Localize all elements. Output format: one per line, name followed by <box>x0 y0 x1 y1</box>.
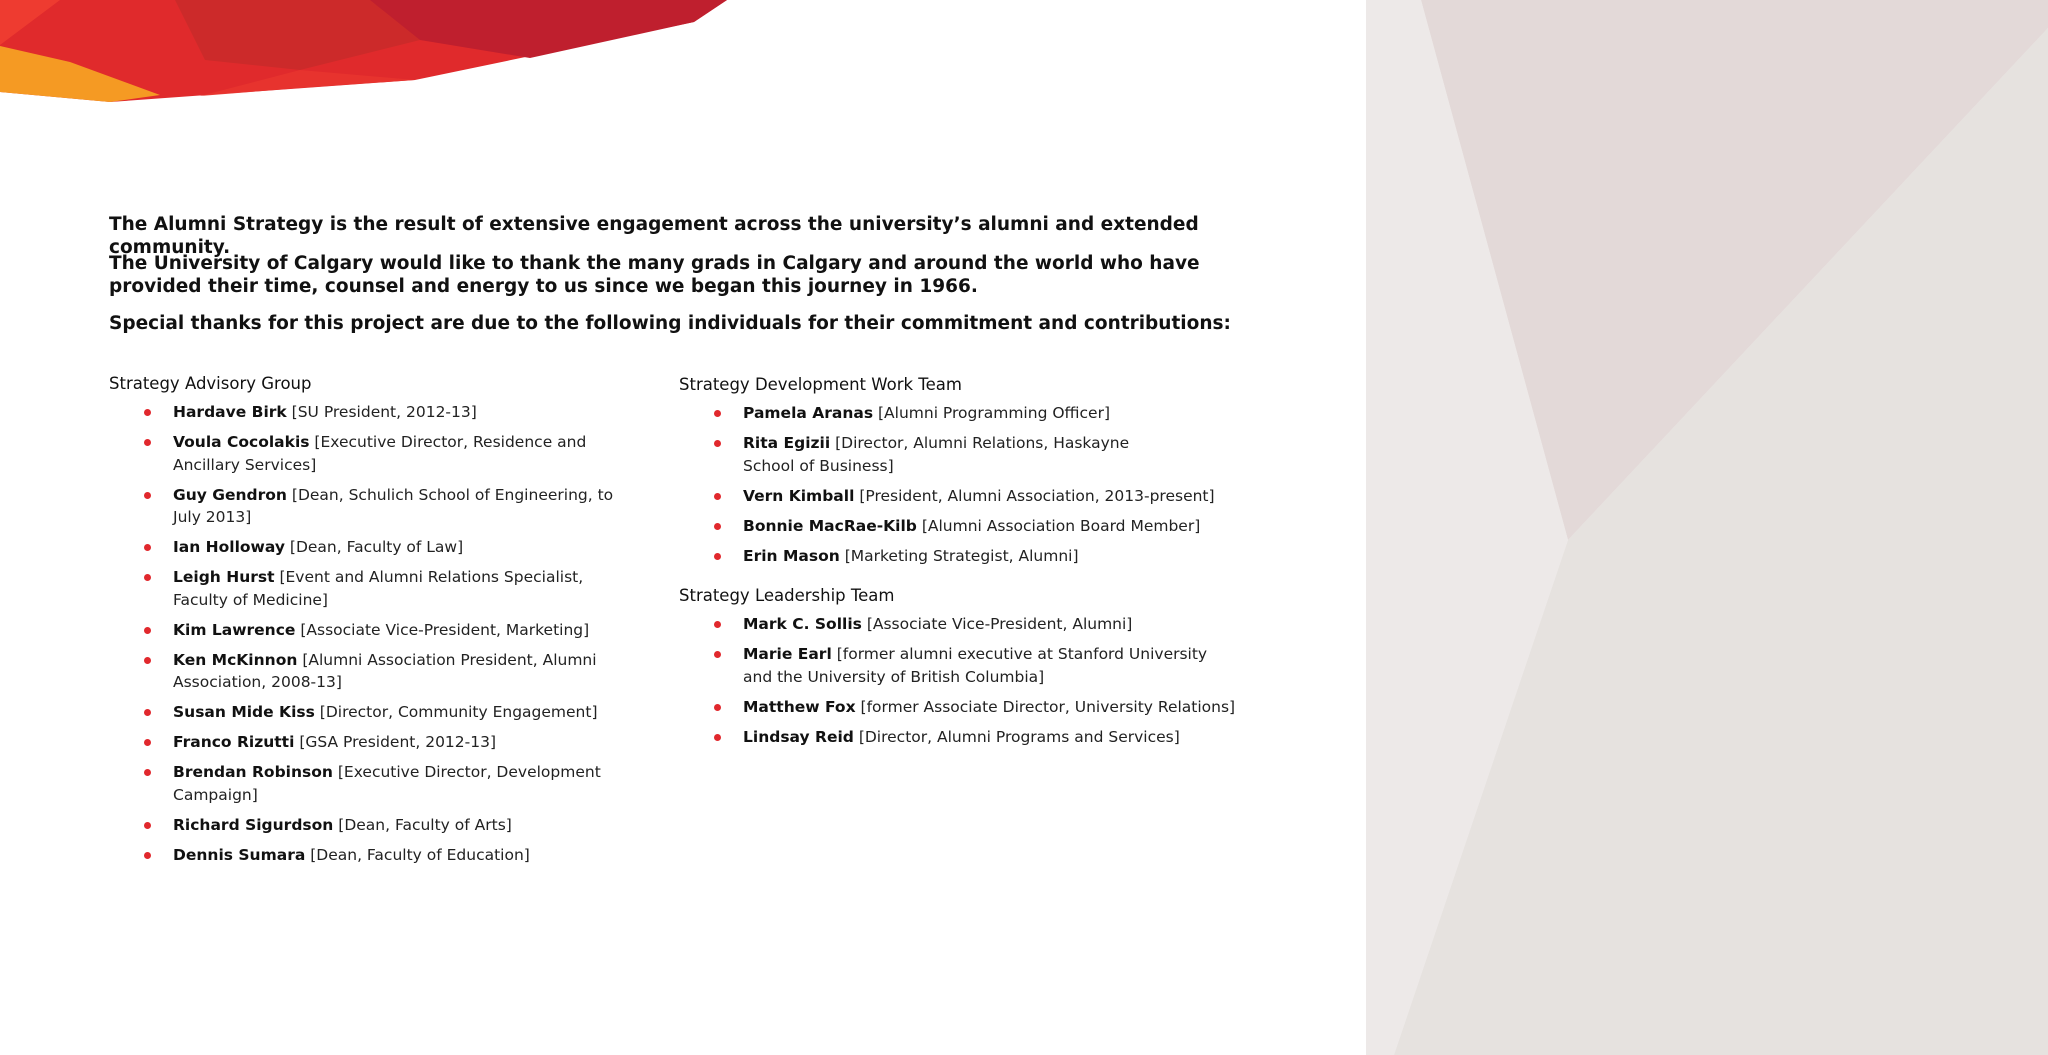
bullet-icon <box>144 439 151 446</box>
member-role: [former Associate Director, University Relations] <box>860 697 1236 716</box>
member-name: Pamela Aranas <box>743 404 874 422</box>
member-role: [President, Alumni Association, 2013-present] <box>859 486 1215 505</box>
bullet-icon <box>714 734 721 741</box>
bullet-icon <box>714 493 721 500</box>
list-item <box>173 619 629 642</box>
member-name: Guy Gendron <box>173 485 287 504</box>
bullet-icon <box>714 523 721 530</box>
member-name: Erin Mason <box>743 546 840 565</box>
list-item <box>743 545 1239 568</box>
member-name: Richard Sigurdson <box>173 815 334 834</box>
member-role: [Dean, Schulich School of Engineering, to July 2013] <box>173 485 614 526</box>
member-name: Mark C. Sollis <box>743 615 862 633</box>
member-name: Marie Earl <box>743 645 832 663</box>
bullet-icon <box>144 822 151 829</box>
member-role: [GSA President, 2012-13] <box>299 733 497 751</box>
member-role: [Dean, Faculty of Education] <box>310 845 530 864</box>
bullet-icon <box>714 553 721 560</box>
member-name: Ken McKinnon <box>173 650 298 669</box>
member-name: Bonnie MacRae-Kilb <box>743 516 917 535</box>
strategy-advisory-group <box>109 373 629 874</box>
list-item <box>173 431 629 476</box>
member-name: Kim Lawrence <box>173 620 296 639</box>
group-title: Strategy Advisory Group <box>109 374 312 393</box>
bullet-icon <box>144 627 151 634</box>
member-role: [former alumni executive at Stanford University and the University of British Columbia] <box>743 645 1208 686</box>
member-role: [Alumni Association President, Alumni Association, 2008-13] <box>173 650 597 691</box>
member-list <box>679 613 1239 748</box>
member-role: [Director, Alumni Programs and Services] <box>858 727 1180 746</box>
bullet-icon <box>144 739 151 746</box>
member-name: Franco Rizutti <box>173 733 295 751</box>
bullet-icon <box>714 440 721 447</box>
list-item <box>173 536 629 559</box>
list-item <box>743 515 1239 538</box>
member-name: Dennis Sumara <box>173 845 306 864</box>
intro-paragraph-1: The Alumni Strategy is the result of extensive engagement across the university’s alumni and extended community. <box>109 214 1199 258</box>
intro-paragraph-3: Special thanks for this project are due to the following individuals for their commitment and contributions: <box>109 313 1231 334</box>
list-item <box>743 402 1239 425</box>
member-role: [Dean, Faculty of Arts] <box>338 815 512 834</box>
bullet-icon <box>144 657 151 664</box>
decorative-banner-top <box>0 0 740 110</box>
member-name: Voula Cocolakis <box>173 433 310 451</box>
group-title: Strategy Leadership Team <box>679 586 895 605</box>
member-role: [Director, Community Engagement] <box>319 703 598 721</box>
list-item <box>743 485 1239 508</box>
list-item <box>743 726 1239 749</box>
member-role: [Executive Director, Residence and Ancillary Services] <box>173 433 587 474</box>
bullet-icon <box>144 409 151 416</box>
member-name: Ian Holloway <box>173 538 285 556</box>
bullet-icon <box>144 769 151 776</box>
bullet-icon <box>144 852 151 859</box>
bullet-icon <box>144 544 151 551</box>
bullet-icon <box>714 410 721 417</box>
member-role: [SU President, 2012-13] <box>291 403 477 421</box>
list-item <box>173 761 629 806</box>
list-item <box>173 401 629 424</box>
member-name: Leigh Hurst <box>173 568 275 586</box>
list-item <box>173 731 629 754</box>
bullet-icon <box>144 709 151 716</box>
list-item <box>173 649 629 694</box>
bullet-icon <box>144 492 151 499</box>
decorative-panel-right <box>1366 0 2048 1055</box>
member-role: [Dean, Faculty of Law] <box>289 538 464 556</box>
member-role: [Event and Alumni Relations Specialist, Faculty of Medicine] <box>173 568 584 609</box>
list-item <box>173 484 629 529</box>
member-list <box>109 401 629 866</box>
intro-paragraph-2: The University of Calgary would like to thank the many grads in Calgary and around the world who have provided their time, counsel and energy to us since we began this journey in 1966. <box>109 253 1200 297</box>
group-title: Strategy Development Work Team <box>679 375 962 394</box>
member-role: [Associate Vice-President, Alumni] <box>866 615 1133 633</box>
bullet-icon <box>714 651 721 658</box>
member-role: [Associate Vice-President, Marketing] <box>300 620 590 639</box>
member-name: Hardave Birk <box>173 403 287 421</box>
member-name: Matthew Fox <box>743 697 856 716</box>
bullet-icon <box>714 704 721 711</box>
member-role: [Executive Director, Development Campaign] <box>173 763 601 804</box>
strategy-development-work-team <box>679 374 1239 575</box>
list-item <box>173 701 629 724</box>
list-item <box>173 844 629 867</box>
member-role: [Alumni Association Board Member] <box>921 516 1201 535</box>
member-role: [Alumni Programming Officer] <box>878 404 1110 422</box>
bullet-icon <box>714 621 721 628</box>
list-item <box>743 432 1143 477</box>
bullet-icon <box>144 574 151 581</box>
member-role: [Director, Alumni Relations, Haskayne School of Business] <box>743 434 1130 475</box>
member-name: Susan Mide Kiss <box>173 703 315 721</box>
list-item <box>743 613 1239 636</box>
list-item <box>173 814 629 837</box>
member-list <box>679 402 1239 567</box>
member-name: Brendan Robinson <box>173 763 333 781</box>
member-role: [Marketing Strategist, Alumni] <box>844 546 1079 565</box>
list-item <box>743 643 1213 688</box>
strategy-leadership-team <box>679 585 1239 756</box>
member-name: Lindsay Reid <box>743 727 854 746</box>
list-item <box>743 696 1239 719</box>
list-item <box>173 566 629 611</box>
member-name: Rita Egizii <box>743 434 831 452</box>
member-name: Vern Kimball <box>743 486 855 505</box>
